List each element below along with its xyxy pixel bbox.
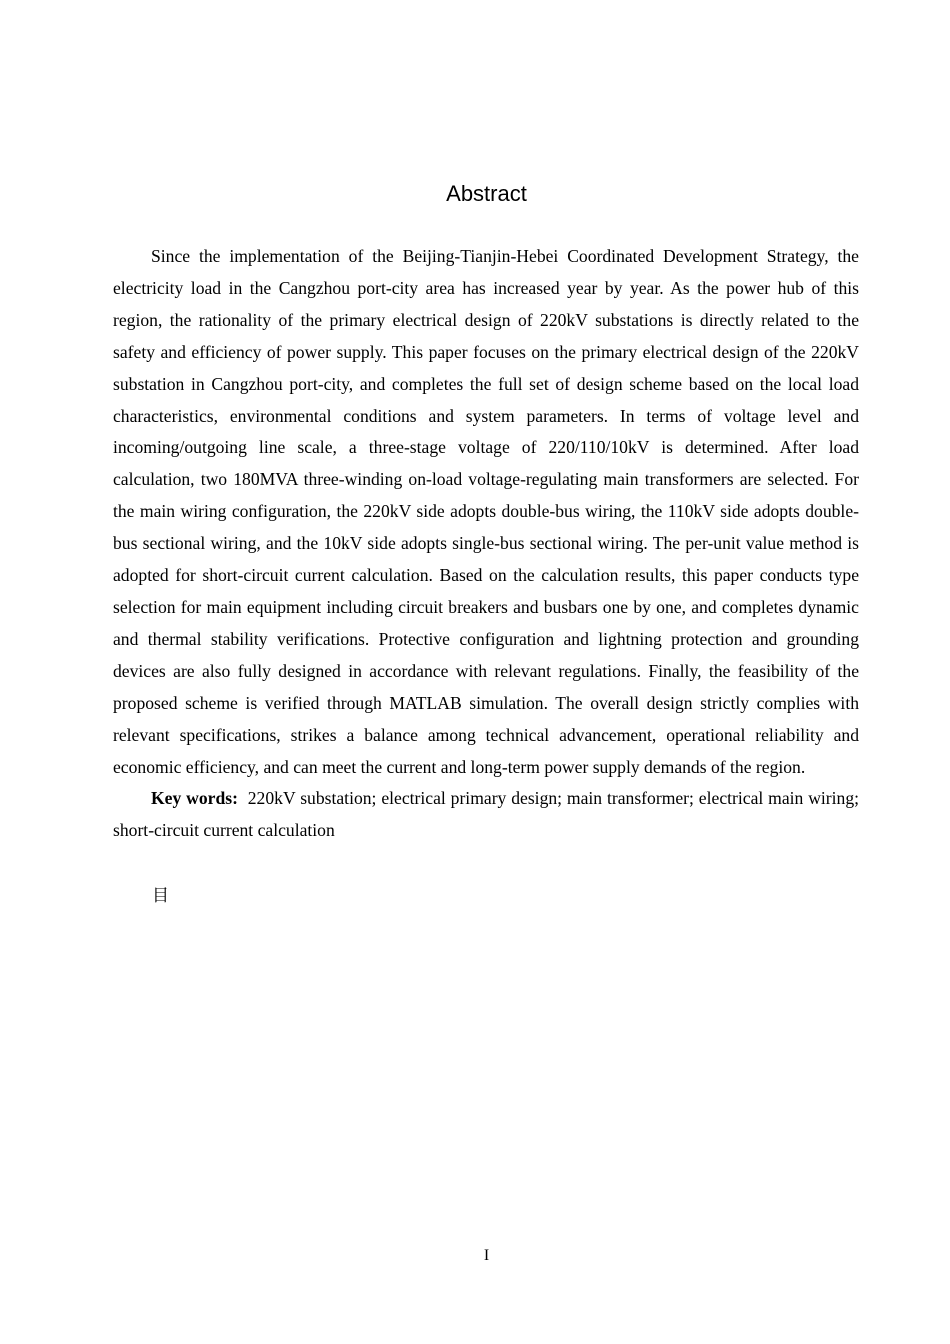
toc-heading-fragment: 目 xyxy=(152,886,169,906)
keywords-label: Key words: xyxy=(151,788,238,809)
abstract-body xyxy=(113,241,859,847)
page-number: I xyxy=(483,1247,490,1264)
abstract-title: Abstract xyxy=(446,181,527,206)
abstract-paragraph: Since the implementation of the Beijing-Tianjin-Hebei Coordinated Development Strategy, the electricity load in the Cangzhou port-city area has increased year by year. As the power hub of this region, the rationality of the primary electrical design of 220kV substations is directly related to the safety and efficiency of power supply. This paper focuses on the primary electrical design of the 220kV substation in Cangzhou port-city, and completes the full set of design scheme based on the local load characteristics, environmental conditions and system parameters. In terms of voltage level and incoming/outgoing line scale, a three-stage voltage of 220/110/10kV is determined. After load calculation, two 180MVA three-winding on-load voltage-regulating main transformers are selected. For the main wiring configuration, the 220kV side adopts double-bus wiring, the 110kV side adopts double-bus sectional wiring, and the 10kV side adopts single-bus sectional wiring. The per-unit value method is adopted for short-circuit current calculation. Based on the calculation results, this paper conducts type selection for main equipment including circuit breakers and busbars one by one, and completes dynamic and thermal stability verifications. Protective configuration and lightning protection and grounding devices are also fully designed in accordance with relevant regulations. Finally, the feasibility of the proposed scheme is verified through MATLAB simulation. The overall design strictly complies with relevant specifications, strikes a balance among technical advancement, operational reliability and economic efficiency, and can meet the current and long-term power supply demands of the region. xyxy=(113,246,859,777)
keywords-paragraph xyxy=(113,783,859,847)
keywords-text: 220kV substation; electrical primary design; main transformer; electrical main wiring; short-circuit current calculation xyxy=(113,788,860,841)
